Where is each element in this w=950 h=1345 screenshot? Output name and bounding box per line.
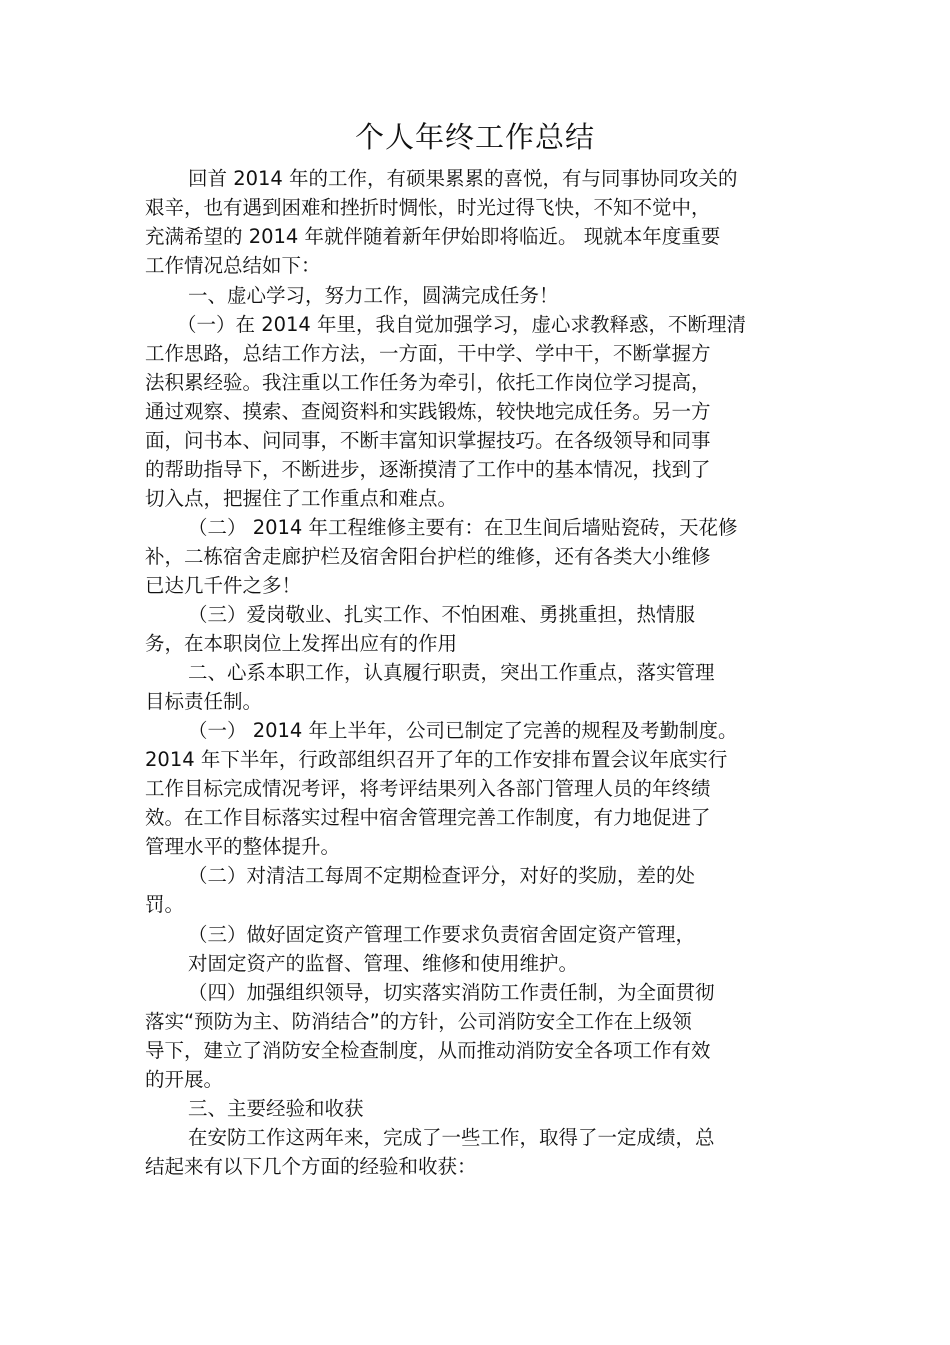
body-line: （一）在 2014 年里，我自觉加强学习，虚心求教释惑，不断理清 bbox=[177, 313, 747, 336]
body-line: 的帮助指导下，不断进步，逐渐摸清了工作中的基本情况，找到了 bbox=[145, 458, 711, 481]
body-line: 结起来有以下几个方面的经验和收获： bbox=[145, 1155, 477, 1178]
body-line: 管理水平的整体提升。 bbox=[145, 835, 341, 858]
body-line: 已达几千件之多！ bbox=[145, 574, 302, 597]
body-line: 工作目标完成情况考评，将考评结果列入各部门管理人员的年终绩 bbox=[145, 777, 711, 800]
body-line: （一） 2014 年上半年，公司已制定了完善的规程及考勤制度。 bbox=[188, 719, 738, 742]
document-title: 个人年终工作总结 bbox=[354, 120, 595, 154]
section-heading: 一、虚心学习，努力工作，圆满完成任务！ bbox=[188, 284, 559, 307]
body-line: （三）做好固定资产管理工作要求负责宿舍固定资产管理， bbox=[188, 923, 696, 946]
body-line: 对固定资产的监督、管理、维修和使用维护。 bbox=[188, 952, 579, 975]
body-line: 工作思路，总结工作方法，一方面，干中学、学中干，不断掌握方 bbox=[145, 342, 711, 365]
body-line: 艰辛，也有遇到困难和挫折时惆怅，时光过得飞快，不知不觉中， bbox=[145, 196, 711, 219]
body-line: 导下，建立了消防安全检查制度，从而推动消防安全各项工作有效 bbox=[145, 1039, 711, 1062]
body-line: 的开展。 bbox=[145, 1068, 224, 1091]
body-line: （四）加强组织领导，切实落实消防工作责任制，为全面贯彻 bbox=[188, 981, 715, 1004]
body-line: 补，二栋宿舍走廊护栏及宿舍阳台护栏的维修，还有各类大小维修 bbox=[145, 545, 711, 568]
body-line: 法积累经验。我注重以工作任务为牵引，依托工作岗位学习提高， bbox=[145, 371, 711, 394]
body-line: 在安防工作这两年来，完成了一些工作，取得了一定成绩，总 bbox=[188, 1126, 715, 1149]
body-line: 切入点，把握住了工作重点和难点。 bbox=[145, 487, 458, 510]
body-line: 罚。 bbox=[145, 893, 185, 916]
section-heading: 三、主要经验和收获 bbox=[188, 1097, 364, 1120]
body-line: （二）对清洁工每周不定期检查评分，对好的奖励，差的处 bbox=[188, 864, 696, 887]
body-line: 务，在本职岗位上发挥出应有的作用 bbox=[145, 632, 458, 655]
body-line: （三）爱岗敬业、扎实工作、不怕困难、勇挑重担，热情服 bbox=[188, 603, 696, 626]
body-line: （二） 2014 年工程维修主要有：在卫生间后墙贴瓷砖，天花修 bbox=[188, 516, 738, 539]
body-line: 通过观察、摸索、查阅资料和实践锻炼，较快地完成任务。另一方 bbox=[145, 400, 711, 423]
section-heading: 二、心系本职工作，认真履行职责，突出工作重点，落实管理 bbox=[188, 661, 715, 684]
body-line: 2014 年下半年，行政部组织召开了年的工作安排布置会议年底实行 bbox=[145, 748, 728, 771]
body-line: 落实“预防为主、防消结合”的方针，公司消防安全工作在上级领 bbox=[145, 1010, 692, 1033]
body-line: 充满希望的 2014 年就伴随着新年伊始即将临近。 现就本年度重要 bbox=[145, 225, 721, 248]
body-line: 工作情况总结如下： bbox=[145, 254, 321, 277]
body-line: 效。在工作目标落实过程中宿舍管理完善工作制度，有力地促进了 bbox=[145, 806, 711, 829]
body-line: 回首 2014 年的工作，有硕果累累的喜悦，有与同事协同攻关的 bbox=[188, 167, 738, 190]
body-line: 面，问书本、问同事，不断丰富知识掌握技巧。在各级领导和同事 bbox=[145, 429, 711, 452]
section-heading: 目标责任制。 bbox=[145, 690, 263, 713]
